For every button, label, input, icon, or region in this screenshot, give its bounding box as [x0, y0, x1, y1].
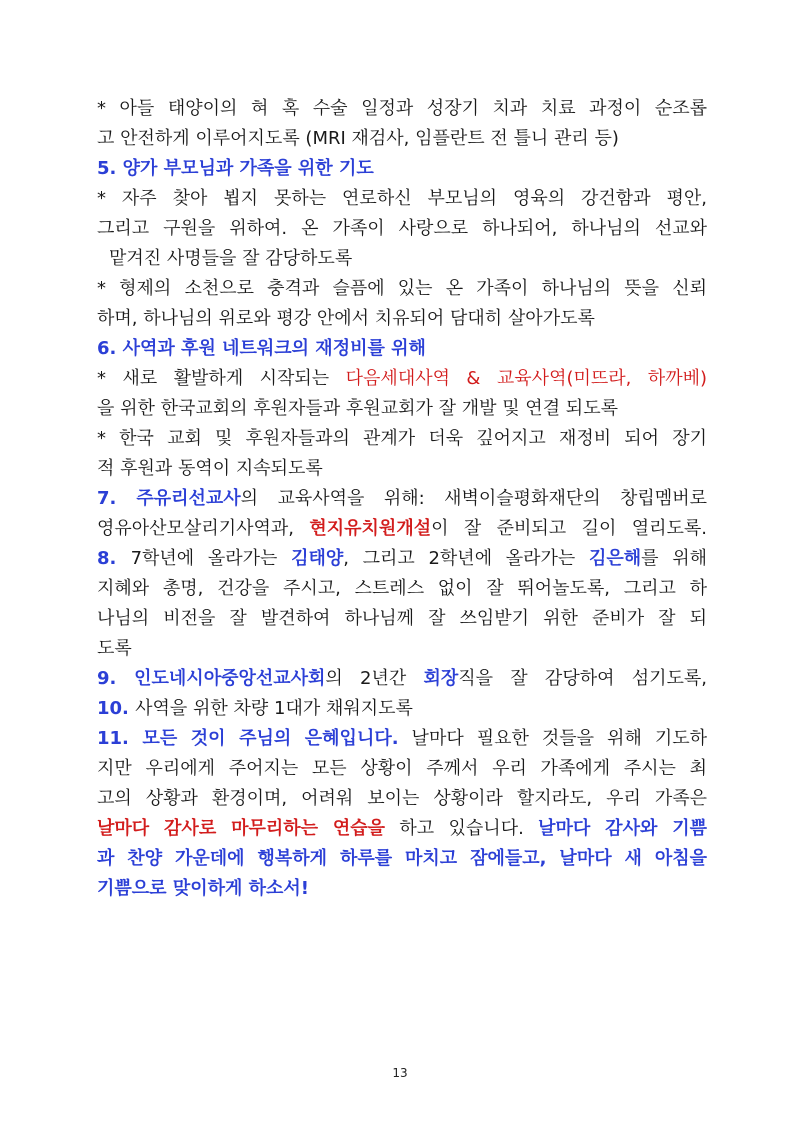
body-text: 을 위한 한국교회의 후원자들과 후원교회가 잘 개발 및 연결 되도록	[97, 398, 618, 419]
body-text: * 새로 활발하게 시작되는	[97, 368, 346, 389]
body-text: 지혜와 총명, 건강을 주시고, 스트레스 없이 잘 뛰어놀도록, 그리고 하	[97, 578, 707, 599]
body-text: 나님의 비전을 잘 발견하여 하나님께 잘 쓰임받기 위한 준비가 잘 되	[97, 608, 707, 629]
body-text: * 형제의 소천으로 충격과 슬픔에 있는 온 가족이 하나님의 뜻을 신뢰	[97, 278, 707, 299]
body-text: 하며, 하나님의 위로와 평강 안에서 치유되어 담대히 살아가도록	[97, 308, 595, 329]
text-line	[97, 304, 707, 334]
highlighted-text: 회장	[423, 668, 459, 689]
highlighted-text: 8.	[97, 548, 131, 569]
text-line	[97, 544, 707, 574]
highlighted-text: 7. 주유리선교사	[97, 488, 241, 509]
highlighted-text: 날마다 감사로 마무리하는 연습을	[97, 818, 386, 839]
text-line	[97, 424, 707, 454]
body-text: 7학년에 올라가는	[130, 548, 292, 569]
body-text: 직을 잘 감당하여 섬기도록,	[458, 668, 707, 689]
text-line	[97, 754, 707, 784]
text-line	[97, 484, 707, 514]
text-line	[97, 154, 707, 184]
body-text: 적 후원과 동역이 지속되도록	[97, 458, 323, 479]
text-line	[97, 334, 707, 364]
prayer-list	[97, 94, 707, 904]
text-line	[97, 634, 707, 664]
highlighted-text: 5. 양가 부모님과 가족을 위한 기도	[97, 158, 374, 179]
body-text: * 아들 태양이의 혀 혹 수술 일정과 성장기 치과 치료 과정이 순조롭	[97, 98, 707, 119]
text-line	[97, 274, 707, 304]
text-line	[97, 244, 707, 274]
body-text: 그리고 구원을 위하여. 온 가족이 사랑으로 하나되어, 하나님의 선교와	[97, 218, 707, 239]
highlighted-text: 과 찬양 가운데에 행복하게 하루를 마치고 잠에들고, 날마다 새 아침을	[97, 848, 707, 869]
body-text: 를 위해	[641, 548, 707, 569]
body-text: 의 2년간	[325, 668, 424, 689]
highlighted-text: 9. 인도네시아중앙선교사회	[97, 668, 326, 689]
body-text: * 자주 찾아 뵙지 못하는 연로하신 부모님의 영육의 강건함과 평안,	[97, 188, 707, 209]
text-line	[97, 364, 707, 394]
text-line	[97, 604, 707, 634]
text-line	[97, 394, 707, 424]
highlighted-text: 10.	[97, 698, 136, 719]
highlighted-text: 6. 사역과 후원 네트워크의 재정비를 위해	[97, 338, 426, 359]
highlighted-text: 현지유치원개설	[309, 518, 432, 539]
text-line	[97, 514, 707, 544]
highlighted-text: 기쁨으로 맞이하게 하소서!	[97, 878, 310, 899]
text-line	[97, 184, 707, 214]
body-text: 날마다 필요한 것들을 위해 기도하	[398, 728, 707, 749]
body-text: 고 안전하게 이루어지도록 (MRI 재검사, 임플란트 전 틀니 관리 등)	[97, 128, 619, 149]
text-line	[97, 784, 707, 814]
text-line	[97, 94, 707, 124]
text-line	[97, 814, 707, 844]
highlighted-text: 11. 모든 것이 주님의 은혜입니다.	[97, 728, 399, 749]
text-line	[97, 124, 707, 154]
text-line	[97, 694, 707, 724]
body-text: 이 잘 준비되고 길이 열리도록.	[431, 518, 707, 539]
highlighted-text: 다음세대사역 & 교육사역(미뜨라, 하까베)	[345, 368, 707, 389]
text-line	[97, 844, 707, 874]
body-text: 도록	[97, 638, 132, 659]
page-number: 13	[392, 1066, 408, 1080]
body-text: 사역을 위한 차량 1대가 채워지도록	[135, 698, 413, 719]
body-text: , 그리고 2학년에 올라가는	[343, 548, 589, 569]
text-line	[97, 874, 707, 904]
text-line	[97, 724, 707, 754]
body-text: 영유아산모살리기사역과,	[97, 518, 310, 539]
body-text: 맡겨진 사명들을 잘 감당하도록	[109, 248, 353, 269]
body-text: 고의 상황과 환경이며, 어려워 보이는 상황이라 할지라도, 우리 가족은	[97, 788, 707, 809]
body-text: 의 교육사역을 위해: 새벽이슬평화재단의 창립멤버로	[240, 488, 707, 509]
body-text: 지만 우리에게 주어지는 모든 상황이 주께서 우리 가족에게 주시는 최	[97, 758, 707, 779]
highlighted-text: 김은해	[588, 548, 642, 569]
body-text: * 한국 교회 및 후원자들과의 관계가 더욱 깊어지고 재정비 되어 장기	[97, 428, 707, 449]
text-line	[97, 574, 707, 604]
text-line	[97, 664, 707, 694]
highlighted-text: 날마다 감사와 기쁨	[538, 818, 708, 839]
text-line	[97, 454, 707, 484]
highlighted-text: 김태양	[291, 548, 344, 569]
text-line	[97, 214, 707, 244]
body-text: 하고 있습니다.	[385, 818, 539, 839]
